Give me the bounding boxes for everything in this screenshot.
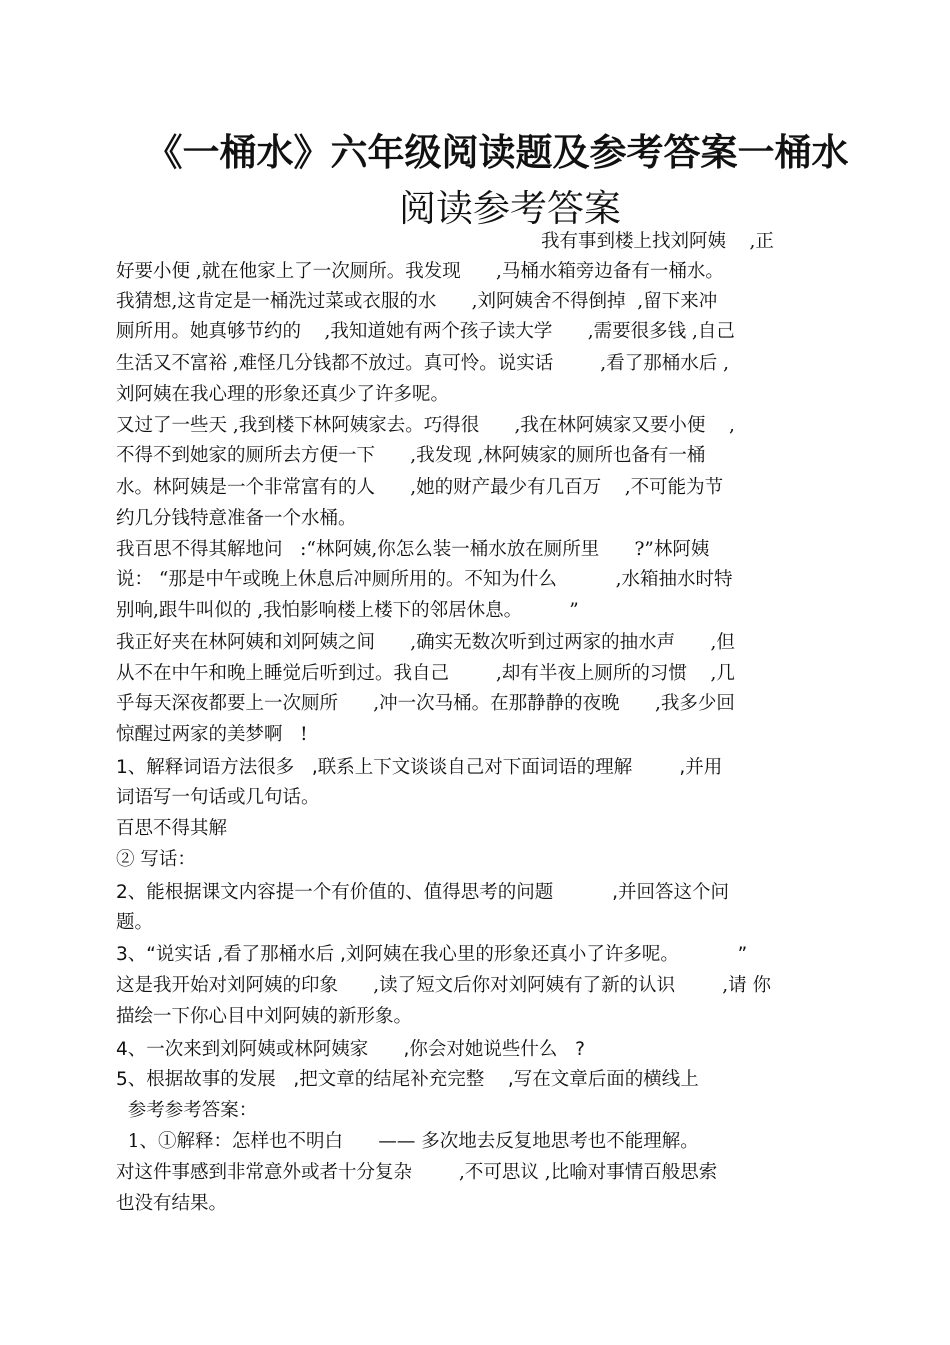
body-line: 又过了一些天 ,我到楼下林阿姨家去。巧得很 ,我在林阿姨家又要小便 ,: [116, 415, 735, 436]
body-line: 惊醒过两家的美梦啊 !: [116, 724, 308, 745]
body-line: 题。: [116, 912, 154, 933]
body-line: 从不在中午和晚上睡觉后听到过。我自己 ,却有半夜上厕所的习惯 ,几: [116, 663, 735, 684]
body-line: 我百思不得其解地问 :“林阿姨,你怎么装一桶水放在厕所里 ?”林阿姨: [116, 539, 710, 560]
body-line: 说： “那是中午或晚上休息后冲厕所用的。不知为什么 ,水箱抽水时特: [116, 569, 733, 590]
body-line: 乎每天深夜都要上一次厕所 ,冲一次马桶。在那静静的夜晚 ,我多少回: [116, 693, 735, 714]
body-line: 约几分钱特意准备一个水桶。: [116, 508, 357, 529]
body-line: ② 写话：: [116, 849, 196, 870]
body-line: 我正好夹在林阿姨和刘阿姨之间 ,确实无数次听到过两家的抽水声 ,但: [116, 632, 735, 653]
body-line: 百思不得其解: [116, 818, 228, 839]
body-line: 刘阿姨在我心理的形象还真少了许多呢。: [116, 384, 450, 405]
answers-heading: 参考参考答案：: [116, 1100, 258, 1121]
body-line: 这是我开始对刘阿姨的印象 ,读了短文后你对刘阿姨有了新的认识 ,请 你: [116, 975, 771, 996]
body-line: 我猜想,这肯定是一桶洗过菜或衣服的水 ,刘阿姨舍不得倒掉 ,留下来冲: [116, 291, 718, 312]
body-line: 生活又不富裕 ,难怪几分钱都不放过。真可怜。说实话 ,看了那桶水后 ,: [116, 353, 729, 374]
question-4: 4、一次来到刘阿姨或林阿姨家 ,你会对她说些什么 ?: [116, 1039, 585, 1060]
body-line: 别响,跟牛叫似的 ,我怕影响楼上楼下的邻居休息。 ”: [116, 600, 579, 621]
question-3: 3、“说实话 ,看了那桶水后 ,刘阿姨在我心里的形象还真小了许多呢。 ”: [116, 944, 748, 965]
body-line: 我有事到楼上找刘阿姨 ,正: [541, 231, 774, 252]
body-line: 水。林阿姨是一个非常富有的人 ,她的财产最少有几百万 ,不可能为节: [116, 477, 724, 498]
body-line: 词语写一句话或几句话。: [116, 787, 320, 808]
answer-1: 1、①解释：怎样也不明白 —— 多次地去反复地思考也不能理解。: [116, 1131, 699, 1152]
body-line: 描绘一下你心目中刘阿姨的新形象。: [116, 1006, 413, 1027]
question-1: 1、解释词语方法很多 ,联系上下文谈谈自己对下面词语的理解 ,并用: [116, 757, 723, 778]
body-line: 对这件事感到非常意外或者十分复杂 ,不可思议 ,比喻对事情百般思索: [116, 1162, 718, 1183]
document-title-line-1: 《一桶水》六年级阅读题及参考答案一桶水: [145, 131, 849, 174]
question-2: 2、能根据课文内容提一个有价值的、值得思考的问题 ,并回答这个问: [116, 882, 729, 903]
body-line: 也没有结果。: [116, 1193, 228, 1214]
document-title-line-2: 阅读参考答案: [399, 187, 621, 230]
body-line: 不得不到她家的厕所去方便一下 ,我发现 ,林阿姨家的厕所也备有一桶: [116, 445, 706, 466]
body-line: 厕所用。她真够节约的 ,我知道她有两个孩子读大学 ,需要很多钱 ,自己: [116, 321, 735, 342]
body-line: 好要小便 ,就在他家上了一次厕所。我发现 ,马桶水箱旁边备有一桶水。: [116, 261, 724, 282]
question-5: 5、根据故事的发展 ,把文章的结尾补充完整 ,写在文章后面的横线上: [116, 1069, 699, 1090]
